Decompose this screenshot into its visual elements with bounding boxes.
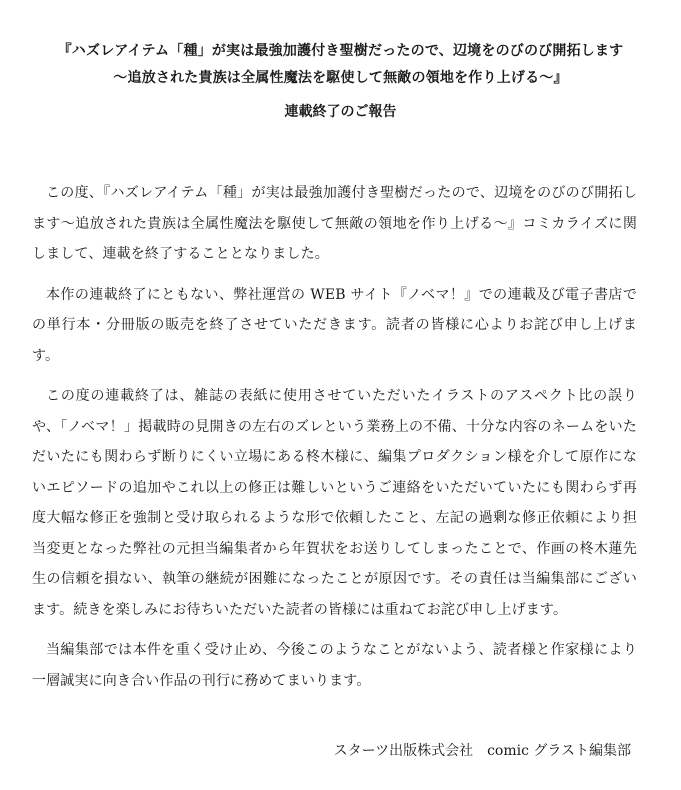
paragraph-intro: この度、『ハズレアイテム「種」が実は最強加護付き聖樹だったので、辺境をのびのび開拓します〜追放された貴族は全属性魔法を駆使して無敵の領地を作り上げる〜』コミカライズに関しまして、連載を終了することとなりました。 [32, 185, 637, 262]
announcement-body [32, 178, 637, 706]
series-title [20, 38, 661, 92]
series-title-line-1: 『ハズレアイテム「種」が実は最強加護付き聖樹だったので、辺境をのびのび開拓します [57, 43, 624, 59]
paragraph-commitment: 当編集部では本件を重く受け止め、今後このようなことがないよう、読者様と作家様により一層誠実に向き合い作品の刊行に務めてまいります。 [32, 642, 637, 689]
paragraph-sales-end: 本作の連載終了にともない、弊社運営の WEB サイト『ノベマ！』での連載及び電子書店での単行本・分冊版の販売を終了させていただきます。読者の皆様に心よりお詫び申し上げます。 [32, 286, 637, 364]
report-heading: 連載終了のご報告 [284, 104, 397, 120]
publisher-signature: スターツ出版株式会社 comic グラスト編集部 [333, 743, 631, 759]
series-title-line-2: 〜追放された貴族は全属性魔法を駆使して無敵の領地を作り上げる〜』 [113, 70, 568, 86]
paragraph-reason: この度の連載終了は、雑誌の表紙に使用させていただいたイラストのアスペクト比の誤りや、「ノベマ！」掲載時の見開きの左右のズレという業務上の不備、十分な内容のネームをいただいたにも関わらず断りにくい立場にある柊木様に、編集プロダクション様を介して原作にないエピソードの追加やこれ以上の修正は難しいというご連絡をいただいていたにも関わらず再度大幅な修正を強制と受け取られるような形で依頼したこと、左記の過剰な修正依頼により担当変更となった弊社の元担当編集者から年賀状をお送りしてしまったことで、作画の柊木蓮先生の信頼を損ない、執筆の継続が困難になったことが原因です。その責任は当編集部にございます。続きを楽しみにお待ちいただいた読者の皆様には重ねてお詫び申し上げます。 [32, 388, 637, 618]
